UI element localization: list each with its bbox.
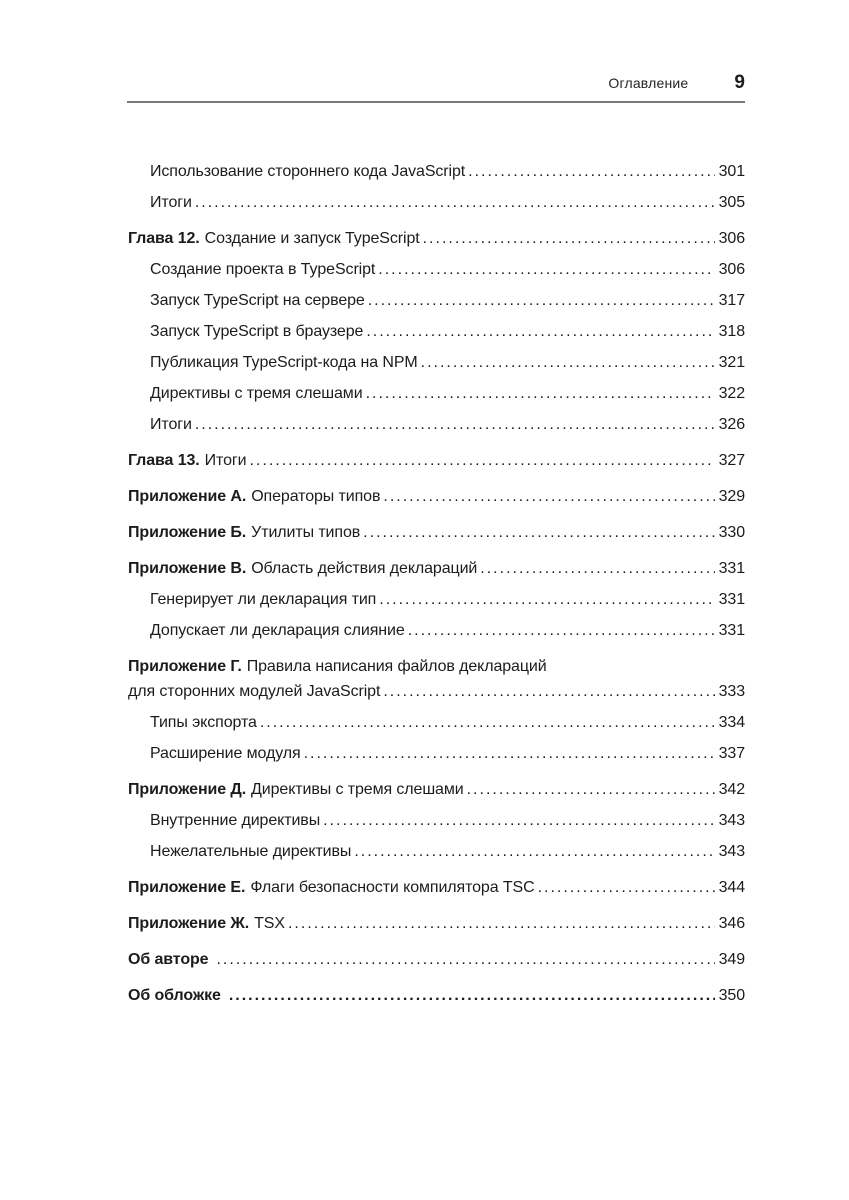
toc-entry-title: Область действия деклараций [251, 560, 478, 577]
toc-entry [128, 193, 745, 213]
dot-leader [383, 682, 714, 702]
toc-entry-page: 318 [718, 323, 745, 340]
dot-leader [383, 487, 714, 507]
toc-entry-title: Флаги безопасности компилятора TSC [250, 879, 535, 896]
dot-leader [304, 744, 715, 764]
toc-entry [128, 878, 745, 898]
toc-entry-title: Директивы с тремя слешами [251, 781, 464, 798]
book-page [128, 0, 745, 1200]
dot-leader [480, 559, 714, 579]
dot-leader [366, 384, 715, 404]
toc-entry-prefix: Приложение В. [128, 560, 247, 577]
toc-entry-prefix: Приложение Ж. [128, 915, 250, 932]
toc-entry-page: 337 [718, 745, 745, 762]
toc-entry [128, 415, 745, 435]
toc-entry-page: 327 [718, 452, 745, 469]
toc-entry-title: Генерирует ли декларация тип [150, 591, 377, 608]
toc-entry [128, 744, 745, 764]
dot-leader [468, 162, 714, 182]
toc-entry-page: 301 [718, 163, 745, 180]
toc-entry-page: 329 [718, 488, 745, 505]
toc-entry-title: Операторы типов [251, 488, 381, 505]
toc-entry [128, 914, 745, 934]
dot-leader [260, 713, 715, 733]
page-header [608, 72, 745, 94]
toc-entry-page: 322 [718, 385, 745, 402]
toc-entry-prefix: Об обложке [128, 987, 221, 1004]
toc-entry [128, 682, 745, 702]
toc-entry-title: для сторонних модулей JavaScript [128, 683, 381, 700]
toc-entry-prefix: Приложение Г. [128, 658, 242, 675]
toc-entry-prefix: Приложение Е. [128, 879, 246, 896]
dot-leader [467, 780, 715, 800]
toc-entry [128, 384, 745, 404]
toc-entry-page: 305 [718, 194, 745, 211]
header-rule [127, 101, 745, 103]
toc-entry [128, 950, 745, 970]
toc-entry [128, 986, 745, 1006]
dot-leader [288, 914, 715, 934]
dot-leader [323, 811, 714, 831]
dot-leader [423, 229, 715, 249]
toc-entry-prefix: Приложение А. [128, 488, 247, 505]
toc-entry-prefix: Об авторе [128, 951, 209, 968]
toc-entry-title: Публикация TypeScript-кода на NPM [150, 354, 418, 371]
toc-entry-page: 317 [718, 292, 745, 309]
dot-leader [363, 523, 714, 543]
dot-leader [229, 986, 715, 1006]
dot-leader [368, 291, 715, 311]
dot-leader [421, 353, 715, 373]
toc-entry-prefix: Приложение Д. [128, 781, 247, 798]
dot-leader [538, 878, 715, 898]
toc-entry-page: 331 [718, 591, 745, 608]
toc-entry-title: Создание проекта в TypeScript [150, 261, 376, 278]
toc-entry-page: 333 [718, 683, 745, 700]
toc-entry-prefix: Приложение Б. [128, 524, 247, 541]
header-page-number: 9 [734, 72, 745, 93]
toc-entry-page: 326 [718, 416, 745, 433]
toc-entry [128, 811, 745, 831]
toc-entry-title: Утилиты типов [251, 524, 361, 541]
toc-entry [128, 657, 745, 677]
toc-entry-page: 306 [718, 261, 745, 278]
toc-entry-title: Нежелательные директивы [150, 843, 352, 860]
toc-entry-prefix: Глава 13. [128, 452, 200, 469]
toc-entry-page: 306 [718, 230, 745, 247]
toc-entry [128, 590, 745, 610]
toc-entry-title: Создание и запуск TypeScript [204, 230, 420, 247]
toc-entry [128, 523, 745, 543]
toc-entry [128, 260, 745, 280]
dot-leader [366, 322, 714, 342]
toc-entry-page: 343 [718, 843, 745, 860]
running-title: Оглавление [608, 75, 689, 91]
toc-entry [128, 322, 745, 342]
toc-entry [128, 229, 745, 249]
toc-entry-page: 342 [718, 781, 745, 798]
toc-entry-title: Запуск TypeScript на сервере [150, 292, 365, 309]
toc-entry [128, 353, 745, 373]
toc-entry-title: Правила написания файлов деклараций [246, 658, 547, 675]
dot-leader [408, 621, 715, 641]
toc-entry-title: Внутренние директивы [150, 812, 321, 829]
table-of-contents [128, 162, 745, 1017]
toc-entry-page: 349 [718, 951, 745, 968]
toc-entry [128, 162, 745, 182]
toc-entry-page: 331 [718, 560, 745, 577]
toc-entry [128, 621, 745, 641]
dot-leader [195, 415, 715, 435]
toc-entry-title: Расширение модуля [150, 745, 301, 762]
toc-entry-title: Допускает ли декларация слияние [150, 622, 405, 639]
dot-leader [249, 451, 714, 471]
toc-entry [128, 451, 745, 471]
toc-entry [128, 713, 745, 733]
toc-entry [128, 559, 745, 579]
dot-leader [354, 842, 714, 862]
toc-entry-title: Итоги [150, 194, 192, 211]
toc-entry-page: 350 [718, 987, 745, 1004]
toc-entry-page: 321 [718, 354, 745, 371]
toc-entry-prefix: Глава 12. [128, 230, 200, 247]
toc-entry [128, 842, 745, 862]
toc-entry-title: Использование стороннего кода JavaScript [150, 163, 466, 180]
toc-entry-page: 331 [718, 622, 745, 639]
toc-entry-title: Директивы с тремя слешами [150, 385, 363, 402]
toc-entry-title: TSX [254, 915, 285, 932]
toc-entry-page: 343 [718, 812, 745, 829]
toc-entry-page: 334 [718, 714, 745, 731]
toc-entry [128, 780, 745, 800]
toc-entry-title: Итоги [150, 416, 192, 433]
dot-leader [195, 193, 715, 213]
dot-leader [216, 950, 714, 970]
toc-entry-page: 330 [718, 524, 745, 541]
toc-entry-title: Итоги [204, 452, 247, 469]
toc-entry [128, 291, 745, 311]
toc-entry-title: Типы экспорта [150, 714, 257, 731]
toc-entry [128, 487, 745, 507]
dot-leader [378, 260, 714, 280]
toc-entry-title: Запуск TypeScript в браузере [150, 323, 364, 340]
toc-entry-page: 346 [718, 915, 745, 932]
toc-entry-page: 344 [718, 879, 745, 896]
dot-leader [379, 590, 714, 610]
